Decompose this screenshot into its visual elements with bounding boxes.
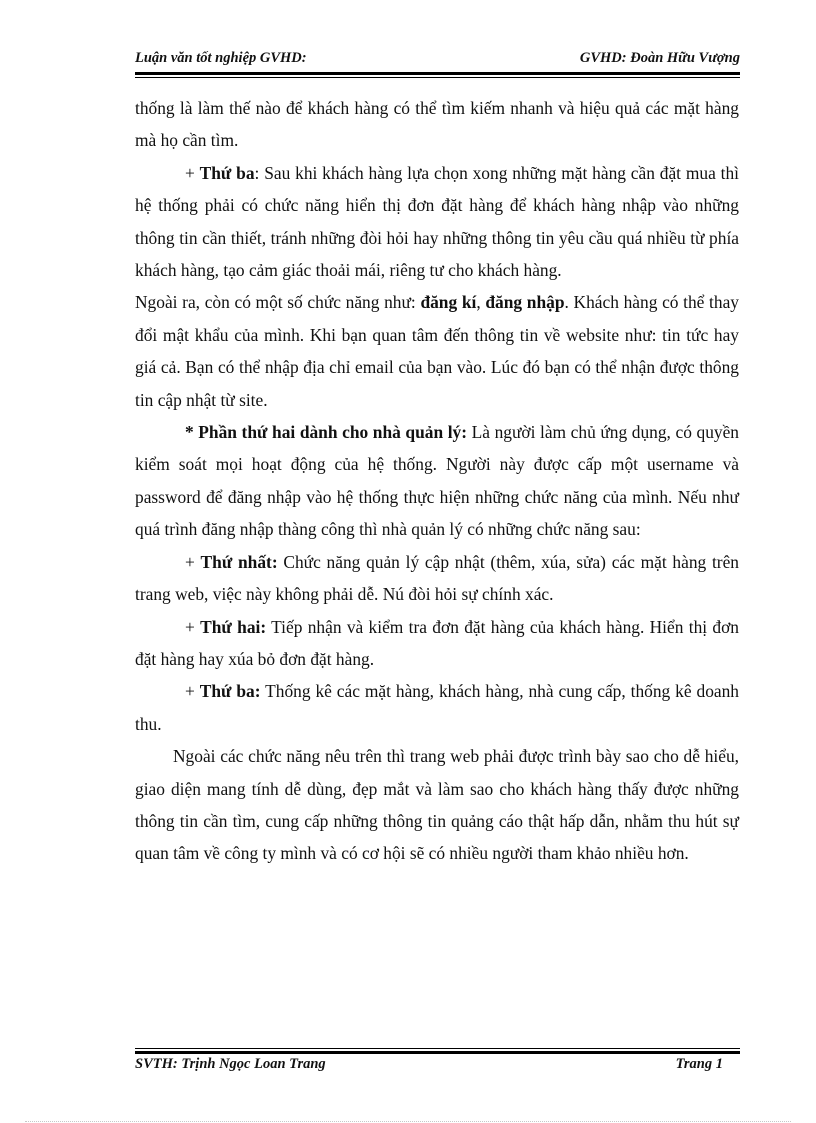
- paragraph-3: Ngoài ra, còn có một số chức năng như: đăng kí, đăng nhập. Khách hàng có thể thay đổi mật khẩu của mình. Khi bạn quan tâm đến thông tin về website như: tin tức hay giá cả. Bạn có thể nhập địa chỉ email của bạn vào. Lúc đó bạn có thể nhận được thông tin cập nhật từ site.: [135, 292, 740, 410]
- paragraph-2: + Thứ ba: Sau khi khách hàng lựa chọn xong những mặt hàng cần đặt mua thì hệ thống phải có chức năng hiển thị đơn đặt hàng để khách hàng nhập vào những thông tin cần thiết, tránh những đòi hỏi hay những thông tin yêu cầu quá nhiều từ phía khách hàng, tạo cảm giác thoải mái, riêng tư cho khách hàng.: [135, 162, 739, 281]
- footer-page-number: Trang 1: [675, 1056, 723, 1072]
- paragraph-1: thống là làm thế nào để khách hàng có thể tìm kiếm nhanh và hiệu quả các mặt hàng mà họ cần tìm.: [135, 98, 739, 151]
- paragraph-5: + Thứ nhất: Chức năng quản lý cập nhật (thêm, xúa, sửa) các mặt hàng trên trang web, việc này không phải dễ. Nú đòi hỏi sự chính xác.: [135, 551, 739, 605]
- footer-rule-thick: [135, 1051, 740, 1054]
- page-edge-dotted-line: [25, 1121, 791, 1122]
- header-rule-thin: [135, 77, 740, 78]
- page-header: [135, 48, 740, 72]
- header-supervisor: GVHD: Đoàn Hữu Vượng: [579, 50, 740, 66]
- header-rule-thick: [135, 72, 740, 75]
- page-footer: [135, 1056, 740, 1080]
- header-thesis-title: Luận văn tốt nghiệp GVHD:: [135, 50, 307, 66]
- paragraph-4: * Phần thứ hai dành cho nhà quản lý: Là người làm chủ ứng dụng, có quyền kiểm soát mọi hoạt động của hệ thống. Người này được cấp một username và password để đăng nhập vào hệ thống thực hiện những chức năng của mình. Nếu như quá trình đăng nhập thàng công thì nhà quản lý có những chức năng sau:: [135, 422, 739, 540]
- footer-student-name: SVTH: Trịnh Ngọc Loan Trang: [135, 1056, 326, 1072]
- footer-rule-thin: [135, 1048, 740, 1049]
- document-body: [135, 92, 739, 870]
- paragraph-7: + Thứ ba: Thống kê các mặt hàng, khách hàng, nhà cung cấp, thống kê doanh thu.: [135, 681, 740, 734]
- paragraph-8: Ngoài các chức năng nêu trên thì trang web phải được trình bày sao cho dễ hiểu, giao diện mang tính dễ dùng, đẹp mắt và làm sao cho khách hàng thấy được những thông tin cần tìm, cung cấp những thông tin quảng cáo thật hấp dẫn, nhằm thu hút sự quan tâm về công ty mình và có cơ hội sẽ có nhiều người tham khảo nhiều hơn.: [135, 746, 739, 864]
- paragraph-6: + Thứ hai: Tiếp nhận và kiểm tra đơn đặt hàng của khách hàng. Hiển thị đơn đặt hàng hay xúa bỏ đơn đặt hàng.: [135, 616, 740, 669]
